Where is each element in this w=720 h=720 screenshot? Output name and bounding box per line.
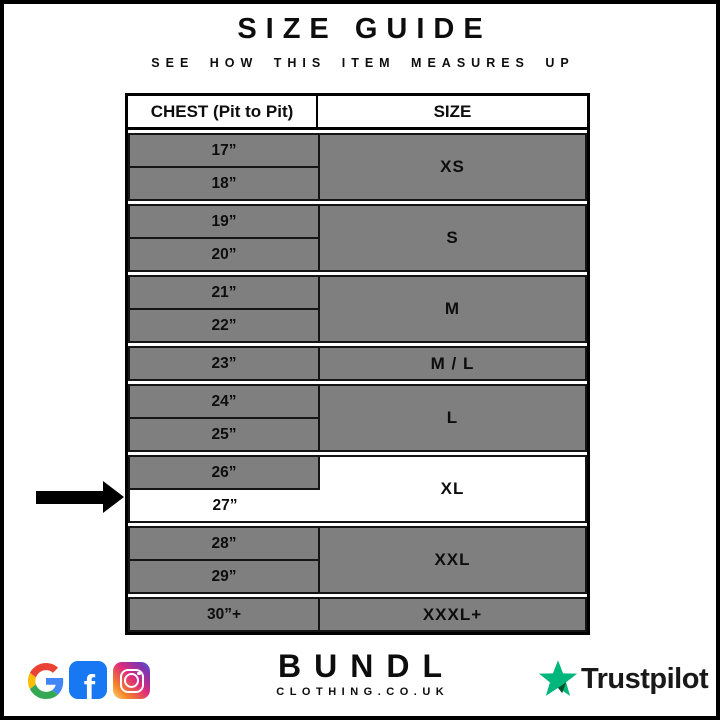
brand-tagline: CLOTHING.CO.UK	[276, 685, 450, 698]
chest-cell-22: 22”	[130, 308, 318, 341]
size-group-m	[128, 275, 587, 343]
size-cell-m-l: M / L	[430, 353, 475, 373]
size-cell-xxxl: XXXL+	[422, 604, 483, 624]
chest-cell-28: 28”	[211, 535, 237, 552]
size-group-l	[128, 384, 587, 452]
size-cell-xxl: XXL	[434, 550, 471, 569]
chest-cell-18: 18”	[130, 166, 318, 199]
table-header-row	[128, 96, 587, 130]
brand-name: BUNDL	[278, 648, 455, 684]
trustpilot-wordmark: Trustpilot	[581, 662, 709, 695]
chest-cell-30plus: 30”+	[206, 606, 242, 623]
chest-col	[130, 457, 320, 521]
chest-col	[130, 528, 320, 592]
chest-cell-19: 19”	[211, 213, 237, 230]
chest-cell-29: 29”	[130, 559, 318, 592]
chest-cell-20: 20”	[130, 237, 318, 270]
size-cell-s: S	[446, 228, 459, 247]
size-table	[125, 93, 590, 635]
size-cell-xl: XL	[440, 479, 465, 498]
size-group-m-l	[128, 346, 587, 381]
facebook-f-glyph: f	[83, 669, 96, 699]
arrow-head	[103, 481, 124, 513]
trustpilot-star-icon	[537, 658, 579, 700]
chest-col	[130, 348, 320, 379]
chest-cell-27-highlighted: 27”	[130, 488, 320, 521]
chest-cell-23: 23”	[211, 355, 237, 372]
size-cell-l: L	[446, 408, 459, 427]
chest-col	[130, 277, 320, 341]
size-group-xxxl	[128, 597, 587, 632]
chest-cell-21: 21”	[211, 284, 237, 301]
size-group-xxl	[128, 526, 587, 594]
size-cell-xs: XS	[440, 157, 465, 176]
row-pointer-arrow-icon	[36, 481, 124, 513]
chest-cell-26: 26”	[130, 457, 320, 488]
chest-col	[130, 206, 320, 270]
chest-col	[130, 135, 320, 199]
size-group-xs	[128, 133, 587, 201]
chest-cell-24: 24”	[211, 393, 237, 410]
chest-column-header: CHEST (Pit to Pit)	[128, 96, 318, 127]
page-subtitle: SEE HOW THIS ITEM MEASURES UP	[151, 56, 575, 70]
trustpilot-logo	[537, 658, 708, 700]
page-title: SIZE GUIDE	[237, 13, 492, 45]
size-cell-m: M	[444, 299, 461, 318]
chest-col	[130, 386, 320, 450]
chest-cell-17: 17”	[211, 142, 237, 159]
arrow-shaft	[36, 491, 103, 504]
size-group-xl-highlighted	[128, 455, 587, 523]
size-column-header: SIZE	[433, 101, 472, 121]
chest-cell-25: 25”	[130, 417, 318, 450]
size-group-s	[128, 204, 587, 272]
chest-col	[130, 599, 320, 630]
